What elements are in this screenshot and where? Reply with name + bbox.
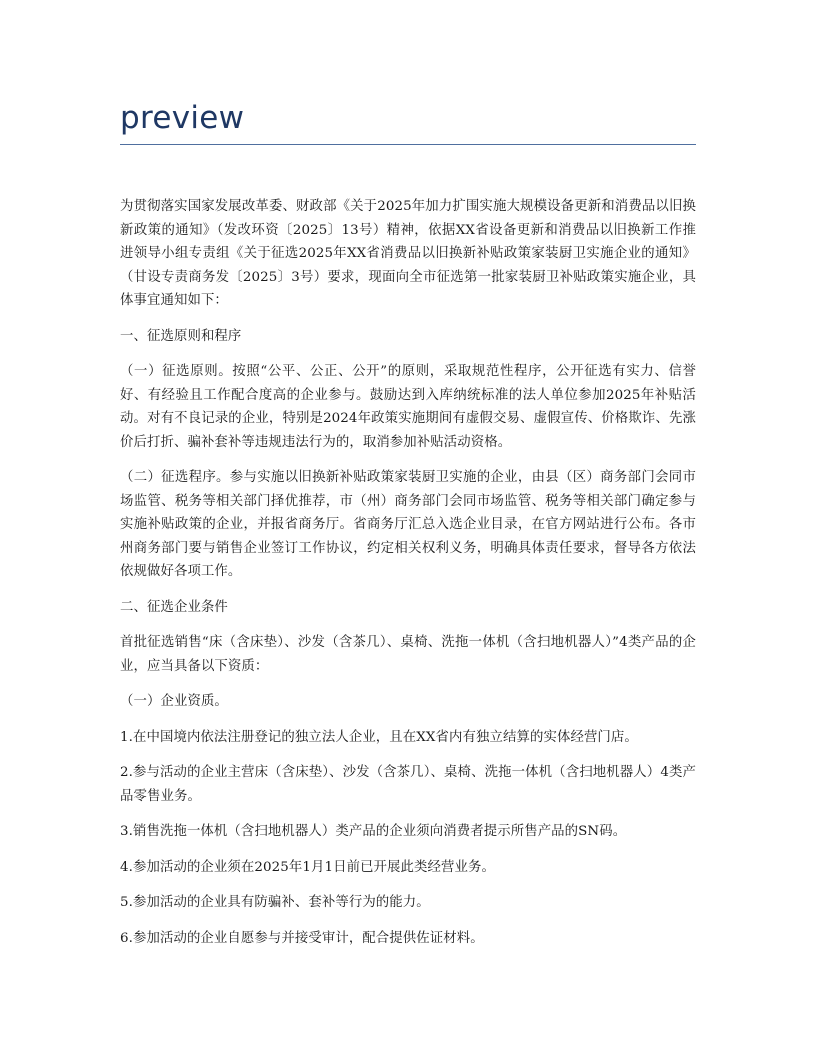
subsection-heading-qualifications: （一）企业资质。 <box>120 694 228 709</box>
list-item: 5.参加活动的企业具有防骗补、套补等行为的能力。 <box>120 895 430 910</box>
section-heading-principles: 一、征选原则和程序 <box>120 328 242 344</box>
procedure-paragraph: （二）征选程序。参与实施以旧换新补贴政策家装厨卫实施的企业，由县（区）商务部门会同市场监管、税务等相关部门择优推荐，市（州）商务部门会同市场监管、税务等相关部门确定参与实施补贴政策的企业，并报省商务厅。省商务厅汇总入选企业目录，在官方网站进行公布。各市州商务部门要与销售企业签订工作协议，约定相关权利义务，明确具体责任要求，督导各方依法依规做好各项工作。 <box>120 470 696 579</box>
list-item: 3.销售洗拖一体机（含扫地机器人）类产品的企业须向消费者提示所售产品的SN码。 <box>120 824 627 839</box>
title-underline <box>120 144 696 145</box>
document-title: preview <box>120 100 245 136</box>
document-body <box>120 195 696 950</box>
conditions-intro-paragraph: 首批征选销售“床（含床垫）、沙发（含茶几）、桌椅、洗拖一体机（含扫地机器人）”4类产品的企业，应当具备以下资质： <box>120 635 696 674</box>
document-page <box>120 0 696 962</box>
list-item: 1.在中国境内依法注册登记的独立法人企业，且在XX省内有独立结算的实体经营门店。 <box>120 729 638 745</box>
intro-paragraph: 为贯彻落实国家发展改革委、财政部《关于2025年加力扩围实施大规模设备更新和消费品以旧换新政策的通知》（发改环资〔2025〕13号）精神，依据XX省设备更新和消费品以旧换新工作推进领导小组专责组《关于征选2025年XX省消费品以旧换新补贴政策家装厨卫实施企业的通知》（甘设专责商务发〔2025〕3号）要求，现面向全市征选第一批家装厨卫补贴政策实施企业，具体事宜通知如下： <box>120 199 696 308</box>
list-item: 2.参与活动的企业主营床（含床垫）、沙发（含茶几）、桌椅、洗拖一体机（含扫地机器人）4类产品零售业务。 <box>120 765 696 804</box>
list-item: 4.参加活动的企业须在2025年1月1日前已开展此类经营业务。 <box>120 859 495 875</box>
principle-paragraph: （一）征选原则。按照“公平、公正、公开”的原则，采取规范性程序，公开征选有实力、信誉好、有经验且工作配合度高的企业参与。鼓励达到入库纳统标准的法人单位参加2025年补贴活动。对有不良记录的企业，特别是2024年政策实施期间有虚假交易、虚假宣传、价格欺诈、先涨价后打折、骗补套补等违规违法行为的，取消参加补贴活动资格。 <box>120 364 696 450</box>
section-heading-conditions: 二、征选企业条件 <box>120 599 228 615</box>
list-item: 6.参加活动的企业自愿参与并接受审计，配合提供佐证材料。 <box>120 930 484 946</box>
